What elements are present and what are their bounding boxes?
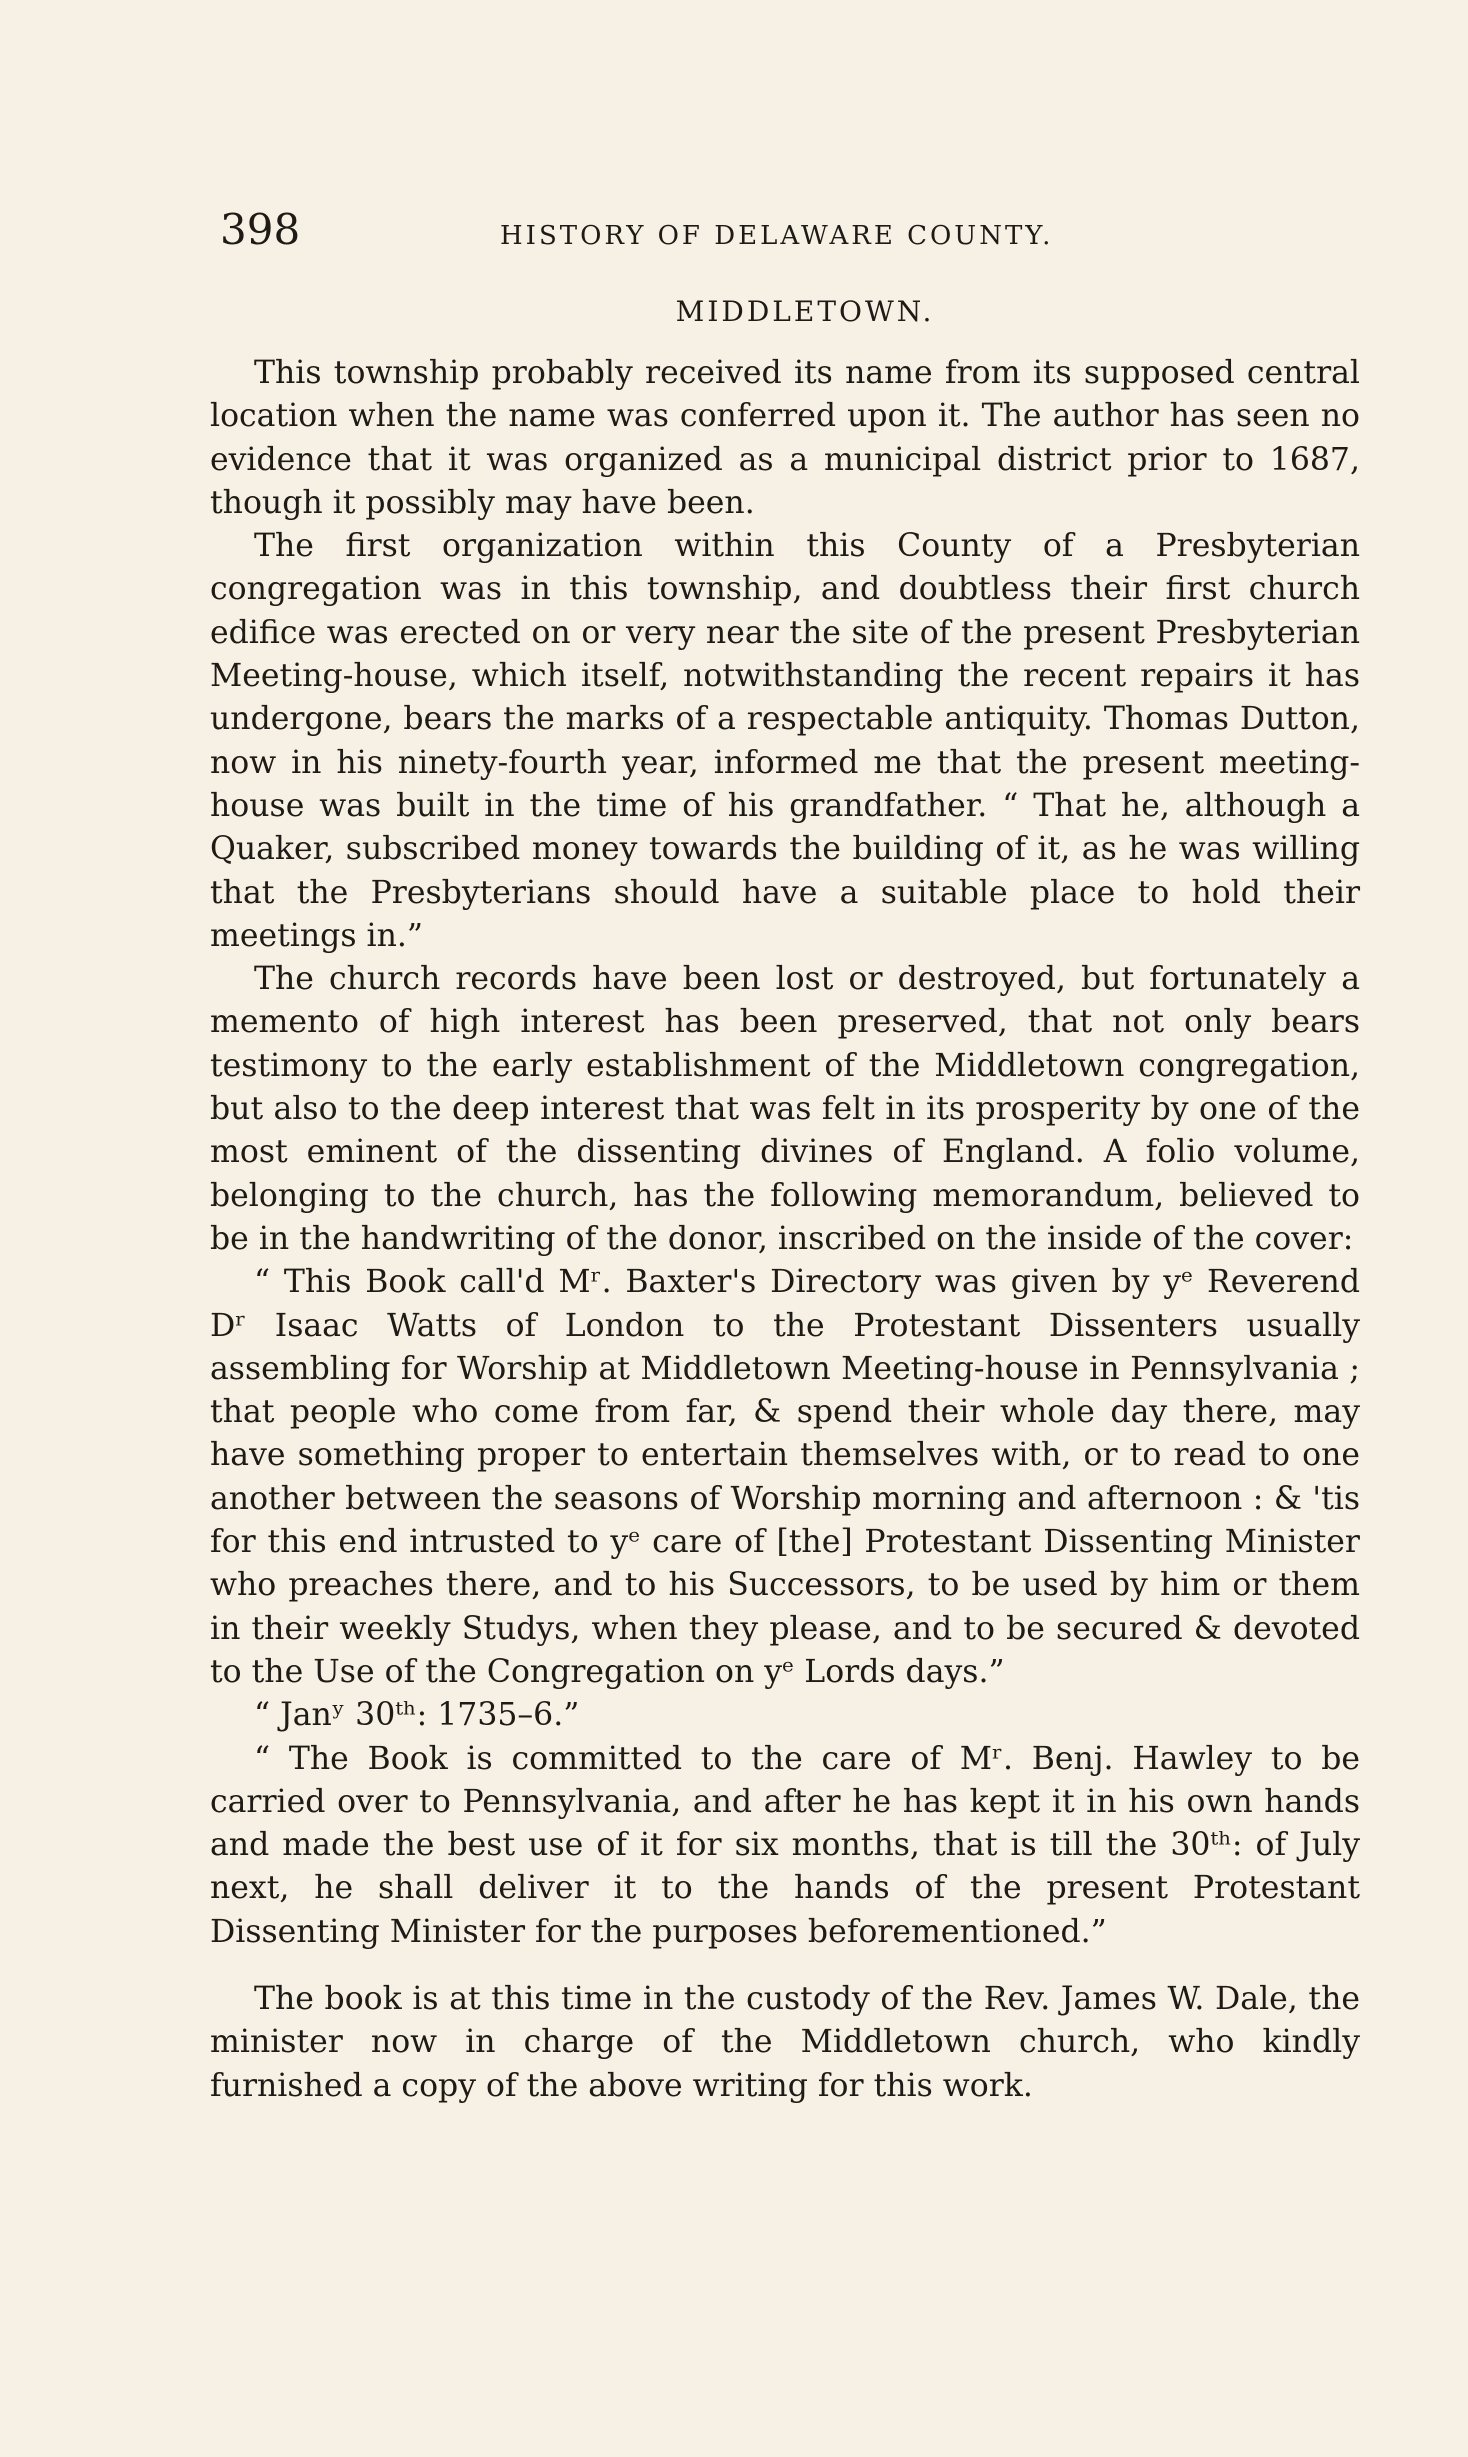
section-heading: MIDDLETOWN. — [675, 295, 935, 328]
quote-date: “ Janʸ 30ᵗʰ: 1735–6.” — [254, 1697, 580, 1734]
quote-memorandum: “ This Book call'd Mʳ. Baxter's Directory was given by yᵉ Reverend Dʳ Isaac Watts of London to the Protestant Dissenters usually assembling for Worship at Middletown Meeting-house in Pennsylvania ; that people who come from far, & spend their whole day there, may have something proper to entertain themselves with, or to read to one another between the seasons of Worship morning and afternoon : & 'tis for this end intrusted to yᵉ care of [the] Protestant Dissenting Minister who preaches there, and to his Successors, to be used by him or them in their weekly Studys, when they please, and to be secured & devoted to the Use of the Congregation on yᵉ Lords days.” — [210, 1264, 1360, 1690]
quote-committed: “ The Book is committed to the care of Mʳ. Benj. Hawley to be carried over to Pennsylvania, and after he has kept it in his own hands and made the best use of it for six months, that is till the 30ᵗʰ: of July next, he shall deliver it to the hands of the present Protestant Dissenting Minister for the purposes beforementioned.” — [210, 1740, 1360, 1950]
paragraph-church-records: The church records have been lost or destroyed, but fortunately a memento of high interest has been preserved, that not only bears testimony to the early establishment of the Middletown congregation, but also to the deep interest that was felt in its prosperity by one of the most eminent of the dissenting divines of England. A folio volume, belonging to the church, has the following memorandum, believed to be in the handwriting of the donor, inscribed on the inside of the cover: — [210, 961, 1360, 1257]
body-text — [210, 352, 1360, 2108]
paragraph-custody: The book is at this time in the custody of the Rev. James W. Dale, the minister now in charge of the Middletown church, who kindly furnished a copy of the above writing for this work. — [210, 1980, 1360, 2104]
running-title: HISTORY OF DELAWARE COUNTY. — [500, 221, 1054, 251]
paragraph-intro: This township probably received its name from its supposed central location when the name was conferred upon it. The author has seen no evidence that it was organized as a municipal district prior to 1687, though it possibly may have been. — [210, 355, 1360, 521]
paragraph-presbyterian-congregation: The first organization within this County of a Presbyterian congregation was in this township, and doubtless their first church edifice was erected on or very near the site of the present Presbyterian Meeting-house, which itself, notwithstanding the recent repairs it has undergone, bears the marks of a respectable antiquity. Thomas Dutton, now in his ninety-fourth year, informed me that the present meeting-house was built in the time of his grandfather. “ That he, although a Quaker, subscribed money towards the building of it, as he was willing that the Presbyterians should have a suitable place to hold their meetings in.” — [210, 528, 1360, 954]
book-page — [210, 205, 1360, 2108]
page-number: 398 — [220, 205, 301, 254]
running-head — [210, 205, 1360, 265]
